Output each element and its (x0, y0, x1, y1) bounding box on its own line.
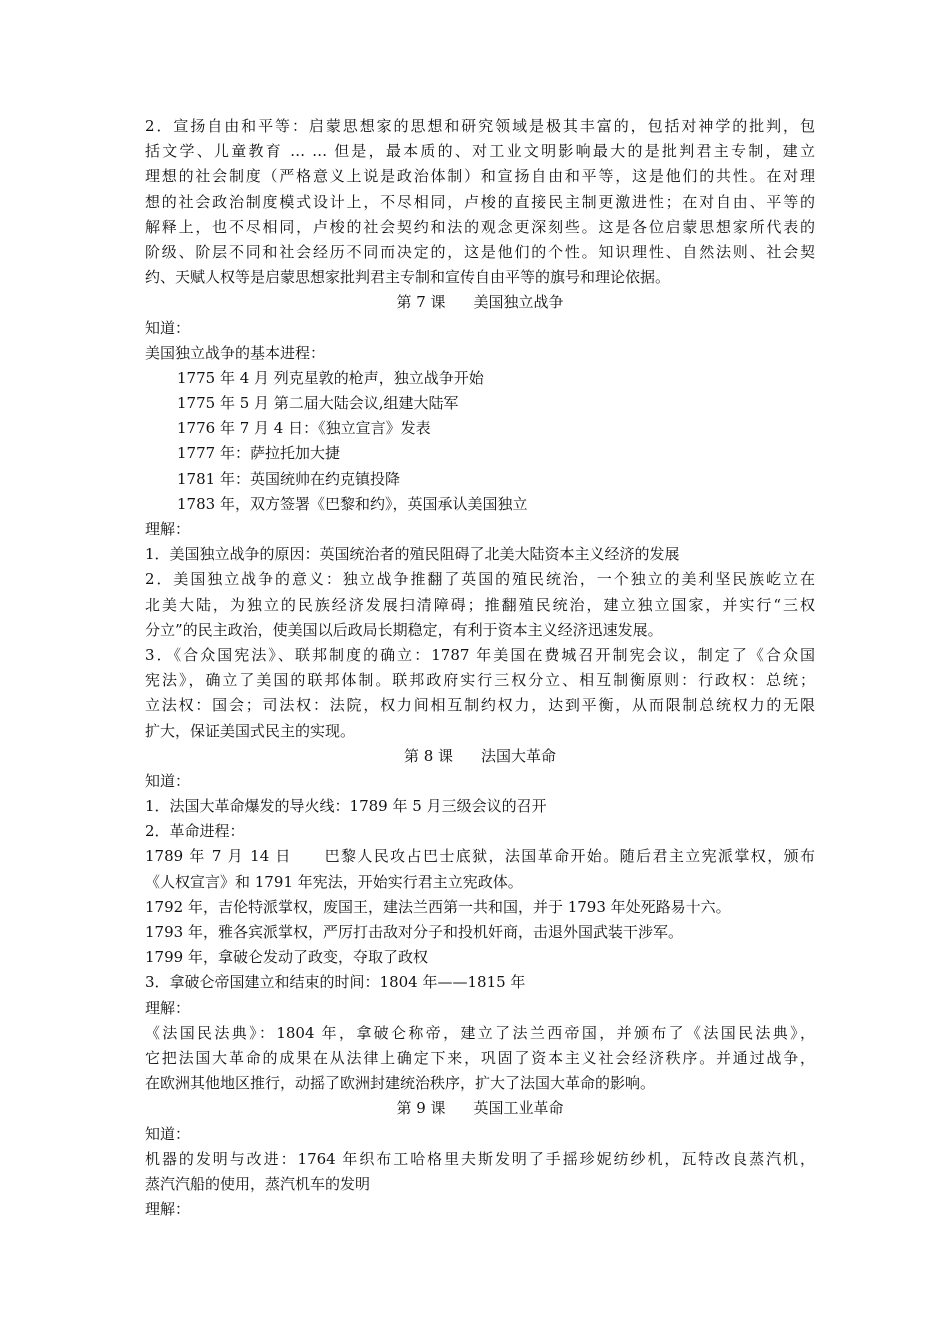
paragraph-line: 扩大，保证美国式民主的实现。 (145, 721, 356, 740)
paragraph-line: 2．美国独立战争的意义：独立战争推翻了英国的殖民统治，一个独立的美利坚民族屹立在 (145, 570, 815, 589)
paragraph-line: 宪法》，确立了美国的联邦体制。联邦政府实行三权分立、相互制衡原则：行政权：总统； (145, 671, 815, 690)
paragraph-line: 1799 年，拿破仑发动了政变，夺取了政权 (145, 948, 428, 967)
timeline-item: 1776 年 7 月 4 日：《独立宣言》发表 (177, 419, 431, 438)
paragraph-line: 3．拿破仑帝国建立和结束的时间：1804 年——1815 年 (145, 973, 526, 992)
paragraph-line: 《人权宣言》和 1791 年宪法，开始实行君主立宪政体。 (145, 872, 523, 891)
paragraph-line: 1．美国独立战争的原因：英国统治者的殖民阻碍了北美大陆资本主义经济的发展 (145, 545, 680, 564)
lesson-9-title: 英国工业革命 (473, 1099, 564, 1118)
paragraph-line: 约、天赋人权等是启蒙思想家批判君主专制和宣传自由平等的旗号和理论依据。 (145, 268, 671, 287)
timeline-item: 1783 年，双方签署《巴黎和约》，英国承认美国独立 (177, 494, 528, 513)
paragraph-line: 1793 年，雅各宾派掌权，严厉打击敌对分子和投机奸商，击退外国武装干涉军。 (145, 923, 683, 941)
paragraph-line: 括文学、儿童教育 … … 但是，最本质的、对工业文明影响最大的是批判君主专制，建立 (145, 142, 815, 161)
paragraph-line: 1．法国大革命爆发的导火线：1789 年 5 月三级会议的召开 (145, 797, 547, 816)
paragraph-line: 它把法国大革命的成果在从法律上确定下来，巩固了资本主义社会经济秩序。并通过战争， (145, 1048, 815, 1067)
lesson-8-title: 法国大革命 (481, 746, 557, 765)
timeline-item: 1775 年 5 月 第二届大陆会议,组建大陆军 (177, 394, 459, 413)
lesson-7-heading (145, 290, 815, 315)
understand-label: 理解： (145, 998, 191, 1017)
know-label: 知道： (145, 1124, 191, 1143)
paragraph-line: 在欧洲其他地区推行，动摇了欧洲封建统治秩序，扩大了法国大革命的影响。 (145, 1074, 656, 1093)
lesson-9-heading (145, 1096, 815, 1121)
paragraph-line: 理想的社会制度（严格意义上说是政治体制）和宣扬自由和平等，这是他们的共性。在对理 (145, 167, 815, 186)
paragraph-line: 2．革命进程： (145, 822, 245, 841)
lesson-9-number: 第 9 课 (396, 1099, 446, 1118)
paragraph-line: 1789 年 7 月 14 日 巴黎人民攻占巴士底狱，法国革命开始。随后君主立宪派掌权，颁布 (145, 847, 815, 866)
timeline-item: 1781 年：英国统帅在约克镇投降 (177, 469, 400, 488)
understand-label: 理解： (145, 1200, 191, 1219)
paragraph-line: 蒸汽汽船的使用，蒸汽机车的发明 (145, 1174, 371, 1193)
timeline-intro: 美国独立战争的基本进程： (145, 343, 326, 362)
paragraph-line: 立法权：国会；司法权：法院，权力间相互制约权力，达到平衡，从而限制总统权力的无限 (145, 696, 815, 715)
paragraph-line: 分立”的民主政治，使美国以后政局长期稳定，有利于资本主义经济迅速发展。 (145, 620, 663, 639)
lesson-7-title: 美国独立战争 (473, 293, 564, 312)
paragraph-line: 1792 年，吉伦特派掌权，废国王，建法兰西第一共和国，并于 1793 年处死路易十六。 (145, 897, 731, 916)
paragraph-line: 3．《合众国宪法》、联邦制度的确立：1787 年美国在费城召开制宪会议，制定了《合众国 (145, 645, 815, 664)
know-label: 知道： (145, 318, 191, 337)
paragraph-line: 阶级、阶层不同和社会经历不同而决定的，这是他们的个性。知识理性、自然法则、社会契 (145, 242, 815, 261)
know-label: 知道： (145, 771, 191, 790)
paragraph-line: 2．宣扬自由和平等：启蒙思想家的思想和研究领域是极其丰富的，包括对神学的批判，包 (145, 117, 815, 135)
paragraph-line: 机器的发明与改进：1764 年织布工哈格里夫斯发明了手摇珍妮纺纱机，瓦特改良蒸汽机， (145, 1149, 815, 1168)
understand-label: 理解： (145, 520, 191, 538)
text-column (145, 114, 815, 1222)
lesson-8-number: 第 8 课 (403, 746, 454, 765)
paragraph-line: 解释上，也不尽相同，卢梭的社会契约和法的观念更深刻些。这是各位启蒙思想家所代表的 (145, 217, 815, 236)
lesson-8-heading (145, 744, 815, 769)
paragraph-line: 北美大陆，为独立的民族经济发展扫清障碍；推翻殖民统治，建立独立国家，并实行“三权 (145, 595, 815, 614)
timeline-item: 1775 年 4 月 列克星敦的枪声，独立战争开始 (177, 368, 484, 387)
lesson-7-number: 第 7 课 (396, 293, 446, 312)
paragraph-line: 《法国民法典》：1804 年，拿破仑称帝，建立了法兰西帝国，并颁布了《法国民法典》， (145, 1023, 815, 1042)
paragraph-line: 想的社会政治制度模式设计上，不尽相同，卢梭的直接民主制更激进性；在对自由、平等的 (145, 192, 815, 211)
timeline-item: 1777 年：萨拉托加大捷 (177, 444, 340, 463)
